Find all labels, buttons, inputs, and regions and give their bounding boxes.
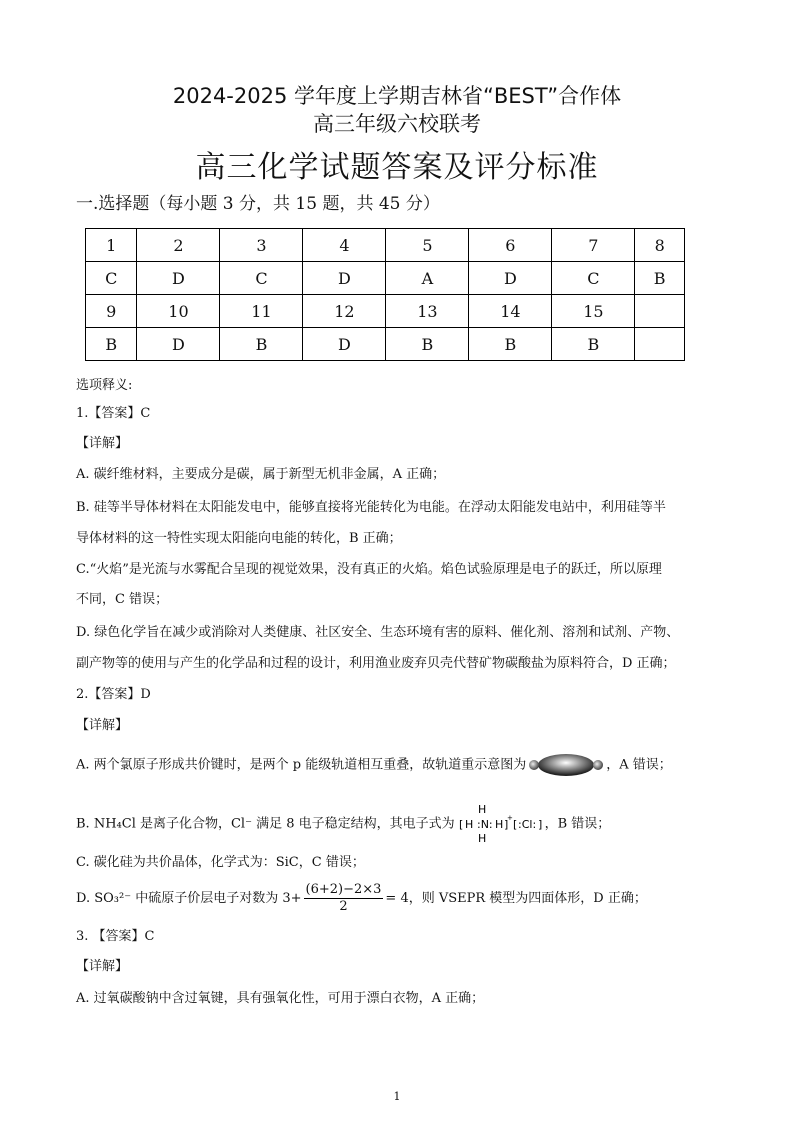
electron-formula-icon: [457, 804, 543, 844]
table-cell: 8: [635, 229, 685, 262]
q1-option-c-line2: 不同，C 错误；: [76, 592, 169, 607]
table-cell: 3: [220, 229, 303, 262]
q3-answer: 3. 【答案】C: [76, 929, 155, 944]
q1-option-b-line1: B. 硅等半导体材料在太阳能发电中，能够直接将光能转化为电能。在浮动太阳能发电站中，利用硅等半: [76, 500, 666, 515]
table-cell: 9: [86, 295, 137, 328]
table-row: [86, 229, 685, 262]
table-row: [86, 328, 685, 361]
q1-answer: 1.【答案】C: [76, 406, 151, 421]
answer-table: [85, 228, 685, 361]
table-cell: C: [552, 262, 635, 295]
table-cell: D: [469, 262, 552, 295]
table-cell: B: [552, 328, 635, 361]
section-title: 一.选择题（每小题 3 分，共 15 题，共 45 分）: [76, 194, 440, 214]
table-cell: 5: [386, 229, 469, 262]
table-cell: [635, 295, 685, 328]
q1-detail: 【详解】: [76, 436, 129, 451]
table-cell: 7: [552, 229, 635, 262]
table-cell: A: [386, 262, 469, 295]
table-cell: 2: [137, 229, 220, 262]
table-cell: [635, 328, 685, 361]
table-cell: 10: [137, 295, 220, 328]
fraction-denominator: 2: [339, 899, 348, 914]
table-cell: D: [137, 262, 220, 295]
table-cell: 13: [386, 295, 469, 328]
svg-text::N:: :N:: [476, 818, 493, 831]
q1-option-a: A. 碳纤维材料，主要成分是碳，属于新型无机非金属，A 正确；: [76, 467, 446, 482]
svg-text:H: H: [477, 804, 486, 816]
orbital-overlap-icon: [528, 752, 604, 778]
q3-detail: 【详解】: [76, 959, 129, 974]
table-cell: 6: [469, 229, 552, 262]
q2-a-text: A. 两个氯原子形成共价键时，是两个 p 能级轨道相互重叠，故轨道重示意图为: [76, 757, 527, 773]
svg-text:]: ]: [503, 818, 508, 831]
svg-text:+: +: [506, 814, 513, 822]
table-cell: D: [137, 328, 220, 361]
q2-answer: 2.【答案】D: [76, 687, 151, 702]
q2-option-d: [76, 882, 726, 915]
page-number: 1: [393, 1090, 401, 1103]
q2-d-tail: = 4，则 VSEPR 模型为四面体形，D 正确；: [385, 891, 647, 906]
table-cell: D: [303, 262, 386, 295]
explain-title: 选项释义:: [76, 378, 133, 393]
table-cell: C: [220, 262, 303, 295]
q2-b-text: B. NH₄Cl 是离子化合物，Cl⁻ 满足 8 电子稳定结构，其电子式为: [76, 816, 455, 832]
table-cell: 14: [469, 295, 552, 328]
q1-option-b-line2: 导体材料的这一特性实现太阳能向电能的转化，B 正确；: [76, 531, 402, 546]
svg-text:]: ]: [537, 818, 542, 831]
table-row: [86, 262, 685, 295]
table-cell: D: [303, 328, 386, 361]
q3-option-a: A. 过氧碳酸钠中含过氧键，具有强氧化性，可用于漂白衣物，A 正确；: [76, 991, 485, 1006]
table-cell: 15: [552, 295, 635, 328]
table-cell: 1: [86, 229, 137, 262]
q1-option-c-line1: C.“火焰”是光流与水雾配合呈现的视觉效果，没有真正的火焰。焰色试验原理是电子的跃迁，所以原理: [76, 562, 662, 577]
svg-text:[: [: [512, 818, 517, 831]
q2-option-a: [76, 752, 726, 778]
table-cell: 4: [303, 229, 386, 262]
svg-text:H: H: [494, 818, 503, 831]
q2-d-text: D. SO₃²⁻ 中硫原子价层电子对数为 3+: [76, 891, 302, 906]
q2-b-tail: ，B 错误；: [544, 816, 611, 832]
q2-a-tail: ，A 错误；: [606, 757, 672, 773]
svg-text::Cl:: :Cl:: [517, 818, 536, 831]
fraction: [304, 882, 384, 915]
table-cell: B: [86, 328, 137, 361]
svg-text:[: [: [458, 818, 463, 831]
q1-option-d-line2: 副产物等的使用与产生的化学品和过程的设计，利用渔业废弃贝壳代替矿物碳酸盐为原料符合，D 正确；: [76, 656, 676, 671]
table-cell: B: [220, 328, 303, 361]
svg-text:H: H: [464, 818, 473, 831]
q1-option-d-line1: D. 绿色化学旨在减少或消除对人类健康、社区安全、生态环境有害的原料、催化剂、溶剂和试剂、产物、: [76, 625, 680, 640]
table-cell: B: [469, 328, 552, 361]
page-title: 高三化学试题答案及评分标准: [195, 150, 599, 185]
table-cell: B: [635, 262, 685, 295]
table-cell: B: [386, 328, 469, 361]
table-row: [86, 295, 685, 328]
q2-option-b: [76, 804, 726, 844]
header-line2: 高三年级六校联考: [313, 112, 481, 136]
table-cell: 12: [303, 295, 386, 328]
table-cell: 11: [220, 295, 303, 328]
fraction-numerator: (6+2)−2×3: [305, 882, 382, 897]
table-cell: C: [86, 262, 137, 295]
svg-text:H: H: [477, 832, 486, 844]
q2-detail: 【详解】: [76, 718, 129, 733]
q2-option-c: C. 碳化硅为共价晶体，化学式为：SiC，C 错误；: [76, 855, 365, 870]
header-line1: 2024-2025 学年度上学期吉林省“BEST”合作体: [172, 84, 622, 108]
